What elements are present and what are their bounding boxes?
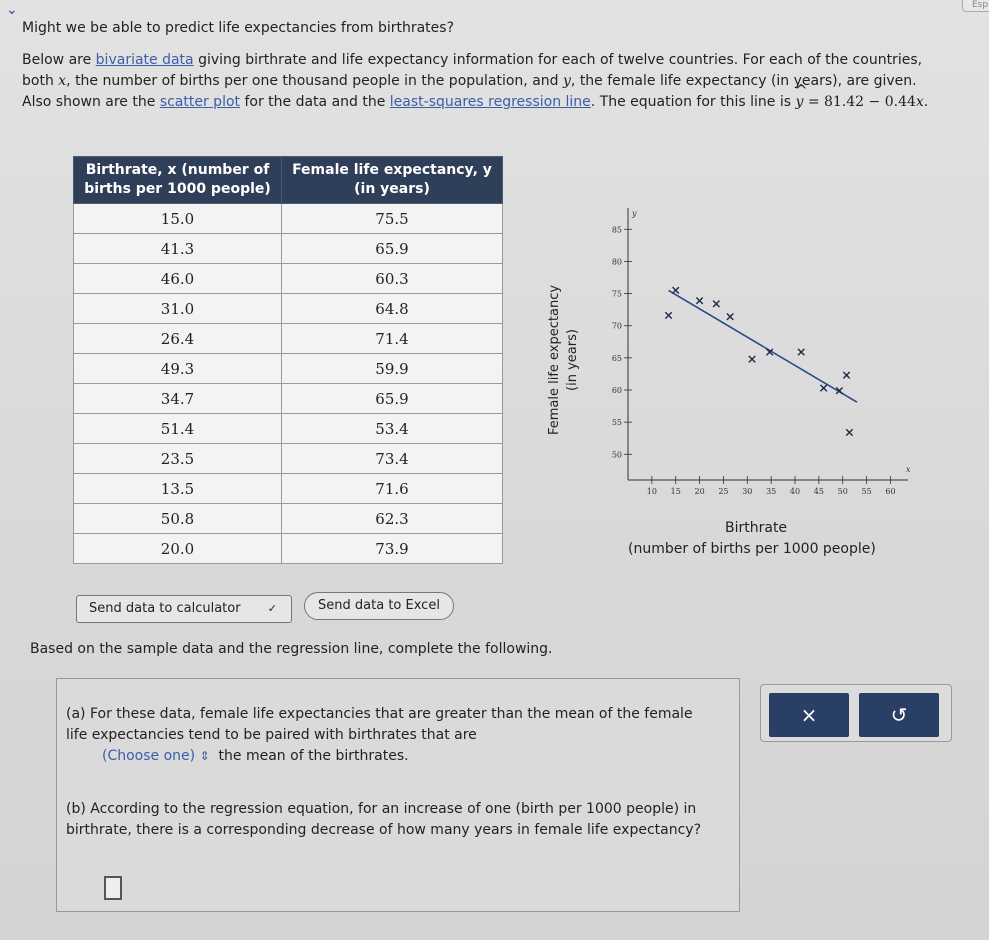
updown-caret-icon: ⇕ bbox=[199, 749, 210, 763]
data-point bbox=[673, 287, 679, 293]
chevron-down-icon: ✓ bbox=[267, 602, 277, 615]
part-a-text: For these data, female life expectancies that are greater than the mean of the female life expectancies tend to be paired with birthrates that are bbox=[66, 706, 693, 743]
undo-button[interactable]: ↺ bbox=[859, 693, 939, 737]
x-tick-label: 45 bbox=[813, 487, 824, 496]
x-tick-label: 25 bbox=[718, 487, 729, 496]
table-row bbox=[74, 504, 503, 534]
data-point bbox=[727, 314, 733, 320]
x-tick-label: 40 bbox=[789, 487, 801, 496]
data-point bbox=[798, 349, 804, 355]
part-b bbox=[66, 799, 716, 841]
y-axis-title: Female life expectancy bbox=[547, 284, 562, 436]
cell-life-expectancy: 59.9 bbox=[282, 354, 503, 384]
data-point bbox=[696, 297, 702, 303]
scatter-plot bbox=[540, 190, 920, 530]
cell-birthrate: 26.4 bbox=[74, 324, 282, 354]
cell-birthrate: 41.3 bbox=[74, 234, 282, 264]
y-tick-label: 50 bbox=[611, 450, 622, 460]
bivariate-data-link[interactable]: bivariate data bbox=[95, 52, 194, 68]
equation-x: x bbox=[915, 94, 924, 110]
cell-life-expectancy: 71.6 bbox=[282, 474, 503, 504]
part-a-label: (a) bbox=[66, 706, 86, 722]
data-point bbox=[665, 312, 671, 318]
intro-text-5: for the data and the bbox=[240, 94, 390, 110]
cell-life-expectancy: 71.4 bbox=[282, 324, 503, 354]
y-axis-letter: y bbox=[632, 209, 637, 218]
send-to-excel-button[interactable]: Send data to Excel bbox=[304, 592, 454, 620]
x-tick-label: 55 bbox=[861, 487, 872, 496]
cell-birthrate: 15.0 bbox=[74, 204, 282, 234]
table-row bbox=[74, 354, 503, 384]
table-row bbox=[74, 474, 503, 504]
cell-life-expectancy: 73.9 bbox=[282, 534, 503, 564]
var-y: y bbox=[563, 73, 571, 89]
y-tick-label: 80 bbox=[611, 257, 622, 267]
question-title: Might we be able to predict life expectancies from birthrates? bbox=[22, 20, 455, 36]
table-row bbox=[74, 414, 503, 444]
data-point bbox=[713, 301, 719, 307]
cell-life-expectancy: 65.9 bbox=[282, 384, 503, 414]
data-point bbox=[843, 372, 849, 378]
cell-life-expectancy: 65.9 bbox=[282, 234, 503, 264]
cell-life-expectancy: 75.5 bbox=[282, 204, 503, 234]
regression-line bbox=[669, 290, 857, 402]
cell-birthrate: 31.0 bbox=[74, 294, 282, 324]
cell-birthrate: 50.8 bbox=[74, 504, 282, 534]
cell-birthrate: 23.5 bbox=[74, 444, 282, 474]
table-row bbox=[74, 204, 503, 234]
instructions: Based on the sample data and the regression line, complete the following. bbox=[30, 641, 553, 657]
data-point bbox=[846, 429, 852, 435]
equation-yhat: ^ y bbox=[795, 92, 803, 113]
x-tick-label: 50 bbox=[837, 487, 848, 496]
answer-tools bbox=[760, 684, 952, 742]
cell-birthrate: 46.0 bbox=[74, 264, 282, 294]
y-tick-label: 70 bbox=[611, 321, 622, 331]
equation-body: = 81.42 − 0.44 bbox=[803, 94, 916, 110]
choose-one-label: (Choose one) bbox=[102, 748, 196, 764]
collapse-chevron-icon[interactable]: ⌄ bbox=[6, 2, 18, 18]
part-b-label: (b) bbox=[66, 801, 86, 817]
col-header-birthrate: Birthrate, x (number of births per 1000 people) bbox=[74, 157, 282, 204]
col-header-life-expectancy: Female life expectancy, y (in years) bbox=[282, 157, 503, 204]
intro-text-2: giving birthrate and life expectancy information for each of twelve countries. For each of the countries, both bbox=[22, 52, 923, 89]
data-point bbox=[820, 385, 826, 391]
cell-life-expectancy: 73.4 bbox=[282, 444, 503, 474]
x-axis-letter: x bbox=[906, 465, 911, 474]
cell-life-expectancy: 64.8 bbox=[282, 294, 503, 324]
x-tick-label: 20 bbox=[694, 487, 705, 496]
table-row bbox=[74, 234, 503, 264]
y-tick-label: 60 bbox=[611, 386, 622, 395]
part-a-text-end: the mean of the birthrates. bbox=[218, 748, 409, 764]
choose-one-dropdown[interactable] bbox=[102, 748, 210, 764]
data-table bbox=[73, 156, 503, 564]
x-axis-title: Birthrate bbox=[725, 520, 788, 536]
table-row bbox=[74, 384, 503, 414]
x-tick-label: 10 bbox=[646, 487, 657, 496]
equation-period: . bbox=[923, 94, 929, 110]
language-tab[interactable]: Esp bbox=[962, 0, 989, 12]
part-a-line bbox=[66, 746, 706, 767]
table-row bbox=[74, 444, 503, 474]
part-b-text: According to the regression equation, for an increase of one (birth per 1000 people) in birthrate, there is a corresponding decrease of how many years in female life expectancy? bbox=[66, 801, 702, 838]
y-tick-label: 85 bbox=[611, 225, 622, 235]
intro-text-4: , the female life expectancy (in years), are given. Also shown are the bbox=[22, 73, 917, 110]
part-b-answer-input[interactable] bbox=[104, 876, 122, 900]
data-point bbox=[749, 356, 755, 362]
intro-text-1: Below are bbox=[22, 52, 96, 68]
x-tick-label: 30 bbox=[742, 487, 753, 496]
cell-life-expectancy: 53.4 bbox=[282, 414, 503, 444]
x-tick-label: 60 bbox=[885, 487, 896, 496]
y-tick-label: 65 bbox=[611, 353, 622, 363]
send-to-calculator-dropdown[interactable] bbox=[76, 595, 292, 623]
cell-life-expectancy: 60.3 bbox=[282, 264, 503, 294]
cell-birthrate: 49.3 bbox=[74, 354, 282, 384]
scatter-plot-link[interactable]: scatter plot bbox=[159, 94, 241, 110]
table-row bbox=[74, 294, 503, 324]
intro-paragraph bbox=[22, 50, 932, 113]
table-row bbox=[74, 324, 503, 354]
cell-life-expectancy: 62.3 bbox=[282, 504, 503, 534]
intro-text-3: , the number of births per one thousand people in the population, and bbox=[66, 73, 563, 89]
cell-birthrate: 13.5 bbox=[74, 474, 282, 504]
var-x: x bbox=[58, 73, 67, 89]
table-body bbox=[74, 204, 503, 564]
regression-line-link[interactable]: least-squares regression line bbox=[389, 94, 591, 110]
table-row bbox=[74, 264, 503, 294]
y-tick-label: 55 bbox=[611, 418, 622, 428]
part-a bbox=[66, 704, 706, 767]
y-axis-subtitle: (in years) bbox=[565, 329, 580, 391]
x-axis-subtitle: (number of births per 1000 people) bbox=[628, 541, 876, 557]
x-tick-label: 35 bbox=[766, 487, 777, 496]
clear-button[interactable]: × bbox=[769, 693, 849, 737]
x-tick-label: 15 bbox=[670, 487, 681, 496]
cell-birthrate: 20.0 bbox=[74, 534, 282, 564]
cell-birthrate: 34.7 bbox=[74, 384, 282, 414]
send-to-calculator-label: Send data to calculator bbox=[89, 601, 241, 616]
intro-text-6: . The equation for this line is bbox=[590, 94, 796, 110]
table-row bbox=[74, 534, 503, 564]
y-tick-label: 75 bbox=[611, 289, 622, 299]
cell-birthrate: 51.4 bbox=[74, 414, 282, 444]
